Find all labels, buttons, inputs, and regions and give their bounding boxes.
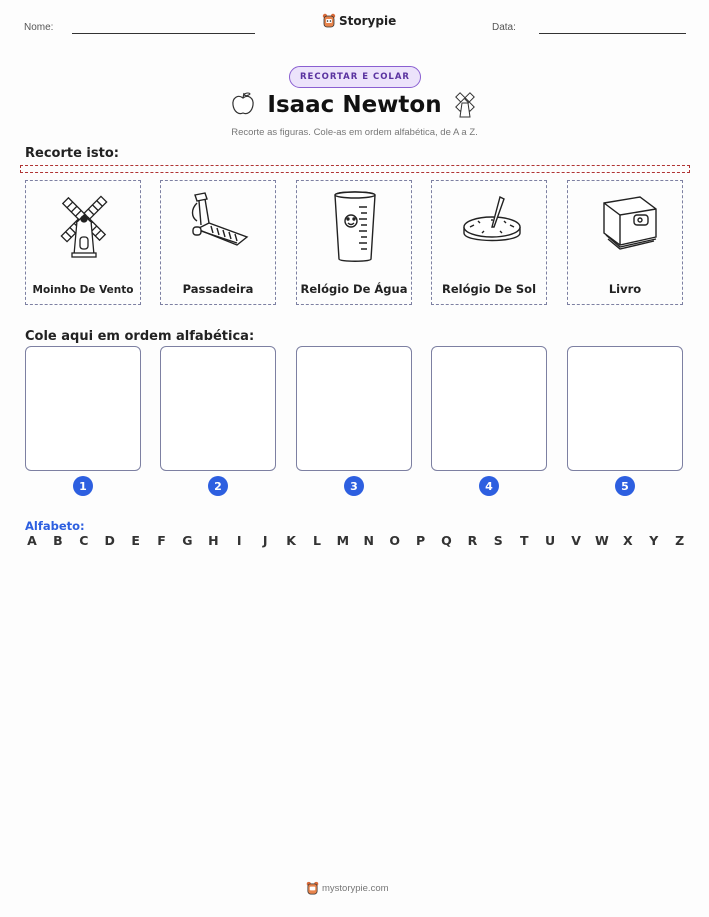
cut-card-sundial[interactable] (431, 180, 547, 305)
letter: Q (441, 533, 452, 548)
letter: F (157, 533, 166, 548)
letter: G (182, 533, 193, 548)
card-label: Relógio De Água (300, 282, 408, 296)
card-label: Moinho De Vento (32, 284, 134, 296)
treadmill-icon (189, 189, 253, 251)
letter: W (595, 533, 609, 548)
paste-slot-4[interactable] (431, 346, 547, 471)
slot-number-3: 3 (344, 476, 364, 496)
alphabet-label: Alfabeto: (25, 519, 85, 533)
letter: E (131, 533, 140, 548)
letter: P (416, 533, 426, 548)
storypie-logo-icon (306, 881, 319, 896)
letter: J (262, 533, 268, 548)
brand-name: Storypie (339, 14, 397, 28)
sundial-icon (460, 189, 524, 255)
alphabet-row (25, 533, 687, 548)
paste-slot-1[interactable] (25, 346, 141, 471)
paste-slot-5[interactable] (567, 346, 683, 471)
letter: Y (649, 533, 659, 548)
cut-card-windmill[interactable] (25, 180, 141, 305)
paste-section-label: Cole aqui em ordem alfabética: (25, 329, 255, 344)
card-label: Passadeira (182, 282, 254, 296)
cut-card-book[interactable] (567, 180, 683, 305)
letter: A (27, 533, 37, 548)
brand-logo (322, 13, 396, 29)
letter: T (519, 533, 529, 548)
letter: U (545, 533, 556, 548)
letter: N (363, 533, 375, 548)
letter: I (236, 533, 242, 548)
windmill-icon (54, 189, 114, 259)
letter: X (623, 533, 633, 548)
paste-slot-2[interactable] (160, 346, 276, 471)
name-line (72, 33, 255, 34)
slot-number-4: 4 (479, 476, 499, 496)
cut-card-water-clock[interactable] (296, 180, 412, 305)
letter: R (467, 533, 478, 548)
card-label: Relógio De Sol (441, 282, 537, 296)
storypie-logo-icon (322, 13, 336, 29)
letter: S (493, 533, 503, 548)
date-line (539, 33, 686, 34)
activity-badge: RECORTAR E COLAR (289, 66, 421, 88)
letter: B (53, 533, 63, 548)
cut-section-label: Recorte isto: (25, 146, 119, 161)
letter: K (286, 533, 296, 548)
footer (306, 881, 389, 896)
book-icon (596, 189, 660, 255)
windmill-small-icon (450, 89, 480, 119)
paste-slot-3[interactable] (296, 346, 412, 471)
letter: V (571, 533, 581, 548)
cut-line (20, 165, 690, 173)
instructions: Recorte as figuras. Cole-as em ordem alfabética, de A a Z. (231, 127, 478, 138)
date-label: Data: (492, 22, 516, 33)
slot-number-5: 5 (615, 476, 635, 496)
letter: C (79, 533, 89, 548)
letter: M (336, 533, 350, 548)
card-label: Livro (608, 282, 642, 296)
letter: D (104, 533, 115, 548)
letter: H (208, 533, 219, 548)
page-title: Isaac Newton (267, 92, 442, 118)
name-label: Nome: (24, 22, 54, 33)
letter: O (389, 533, 400, 548)
water-clock-icon (325, 189, 385, 263)
letter: L (312, 533, 321, 548)
footer-url[interactable]: mystorypie.com (322, 883, 389, 894)
slot-number-2: 2 (208, 476, 228, 496)
letter: Z (675, 533, 685, 548)
cut-card-treadmill[interactable] (160, 180, 276, 305)
slot-number-1: 1 (73, 476, 93, 496)
